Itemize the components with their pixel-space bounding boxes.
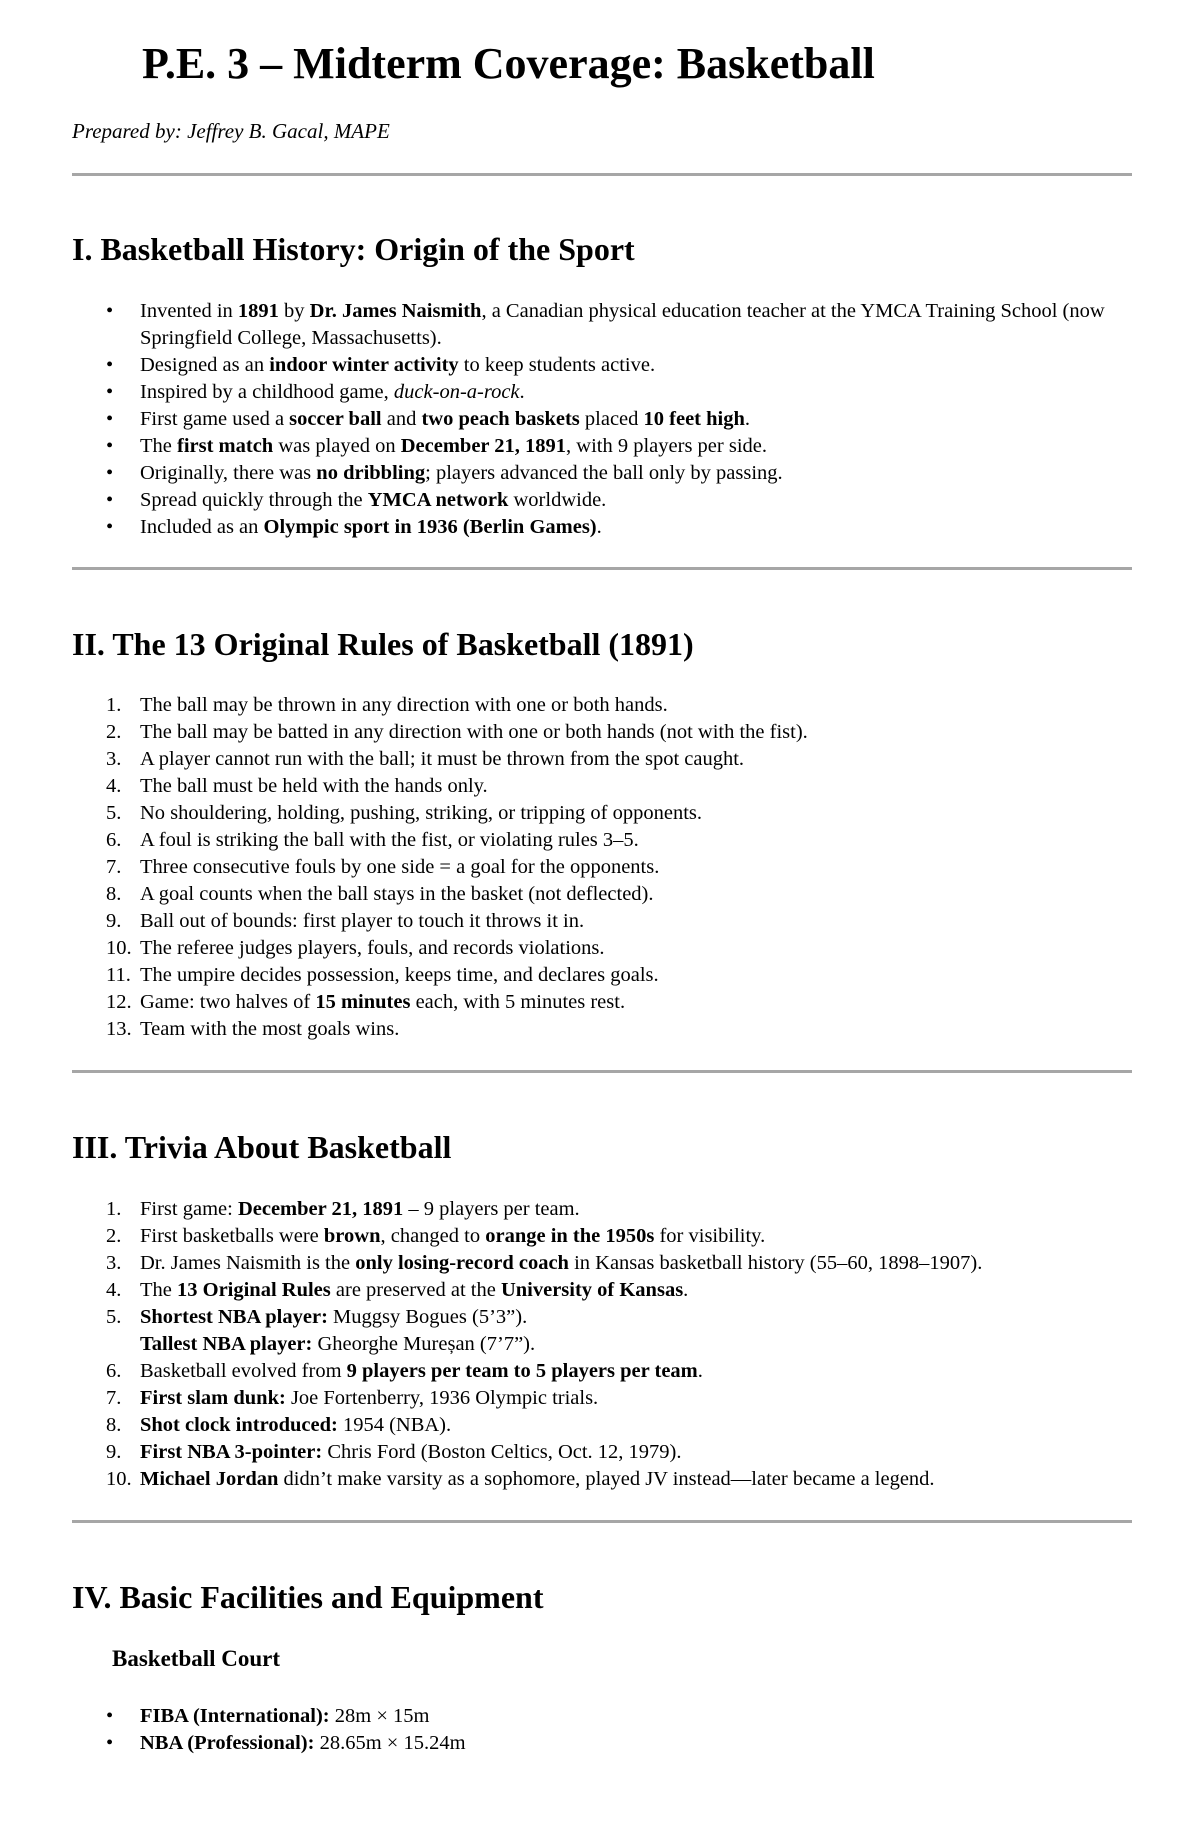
item-text: only losing-record coach [355,1252,569,1274]
item-text: The ball may be thrown in any direction with one or both hands. [140,694,668,716]
item-text: A foul is striking the ball with the fist, or violating rules 3–5. [140,829,639,851]
item-text: Olympic sport in 1936 (Berlin Games) [263,516,597,538]
list-item [72,1466,1132,1493]
item-text: orange in the 1950s [485,1225,655,1247]
item-text: Shot clock introduced: [140,1414,338,1436]
item-text: – 9 players per team. [403,1198,580,1220]
list-item [72,1277,1132,1304]
list-item [72,1358,1132,1385]
list-item [72,1250,1132,1277]
item-text: , with 9 players per side. [566,435,767,457]
item-text: didn’t make varsity as a sophomore, played JV instead—later became a legend. [278,1468,935,1490]
section-heading-facilities: IV. Basic Facilities and Equipment [72,1579,544,1615]
item-text: 28.65m × 15.24m [314,1732,466,1754]
item-text: , changed to [380,1225,486,1247]
trivia-list [72,1196,1132,1493]
item-text: and [381,408,422,430]
list-item [72,1331,1132,1358]
section-heading-history: I. Basketball History: Origin of the Sport [72,231,635,267]
item-text: no dribbling [316,462,426,484]
item-text: Ball out of bounds: first player to touch it throws it in. [140,910,585,932]
divider [72,173,1132,176]
item-text: soccer ball [289,408,382,430]
list-number: 3. [106,748,122,770]
item-text: The [140,1279,177,1301]
item-text: are preserved at the [330,1279,501,1301]
list-number: 1. [106,1198,122,1220]
list-number: 2. [106,721,122,743]
item-text: YMCA network [367,489,509,511]
item-text: 9 players per team to 5 players per team [346,1360,698,1382]
item-text: First NBA 3-pointer: [140,1441,323,1463]
item-text: A player cannot run with the ball; it must be thrown from the spot caught. [140,748,745,770]
item-text: . [596,516,602,538]
item-text: First game: [140,1198,238,1220]
item-text: Spread quickly through the [140,489,368,511]
item-text: 28m × 15m [329,1705,430,1727]
item-text: Muggsy Bogues (5’3”). [327,1306,528,1328]
list-number: 5. [106,1306,122,1328]
list-item [72,298,1132,352]
item-text: Dr. James Naismith [309,300,482,322]
item-text: . [744,408,751,430]
list-item [72,352,1132,379]
bullet-marker: • [106,408,114,430]
divider [72,1520,1132,1523]
item-text: Included as an [140,516,264,538]
item-text: 15 minutes [315,991,411,1013]
list-item [72,433,1132,460]
item-text: Tallest NBA player: [140,1333,313,1355]
bullet-marker: • [106,516,114,538]
list-item [72,460,1132,487]
list-item [72,1304,1132,1331]
item-text: Invented in [140,300,238,322]
divider [72,567,1132,570]
list-number: 11. [106,964,131,986]
item-text: first match [177,435,274,457]
bullet-marker: • [106,300,114,322]
item-text: Shortest NBA player: [140,1306,328,1328]
subheading-basketball-court: Basketball Court [112,1646,281,1671]
list-number: 7. [106,1387,122,1409]
item-text: 10 feet high [643,408,745,430]
list-item [72,1412,1132,1439]
list-number: 8. [106,1414,122,1436]
list-item [72,935,1132,962]
list-item [72,908,1132,935]
list-number: 5. [106,802,122,824]
list-item [72,1730,1132,1757]
list-number: 4. [106,775,122,797]
divider [72,1070,1132,1073]
bullet-marker: • [106,1732,114,1754]
item-text: Designed as an [140,354,270,376]
list-item [72,379,1132,406]
list-number: 10. [106,1468,132,1490]
list-item [72,1439,1132,1466]
item-text: The referee judges players, fouls, and records violations. [140,937,605,959]
list-number: 9. [106,910,122,932]
list-number: 8. [106,883,122,905]
item-text: for visibility. [654,1225,766,1247]
list-item [72,1016,1132,1043]
item-text: First game used a [140,408,290,430]
bullet-marker: • [106,381,114,403]
list-number: 10. [106,937,132,959]
item-text: to keep students active. [458,354,656,376]
bullet-marker: • [106,489,114,511]
item-text: Gheorghe Mureșan (7’7”). [312,1333,536,1355]
item-text: Chris Ford (Boston Celtics, Oct. 12, 1979). [322,1441,682,1463]
item-text: The [140,435,177,457]
item-text: 1954 (NBA). [337,1414,452,1436]
item-text: University of Kansas [500,1279,684,1301]
rules-list [72,692,1132,1043]
item-text: First basketballs were [140,1225,324,1247]
list-number: 13. [106,1018,132,1040]
item-text: Originally, there was [140,462,317,484]
list-number: 1. [106,694,122,716]
item-text: December 21, 1891 [237,1198,404,1220]
item-text: each, with 5 minutes rest. [410,991,626,1013]
item-text: 13 Original Rules [177,1279,331,1301]
list-number: 12. [106,991,132,1013]
list-item [72,487,1132,514]
history-list [72,298,1132,541]
section-heading-rules: II. The 13 Original Rules of Basketball (1891) [72,626,694,662]
item-text: Team with the most goals wins. [140,1018,400,1040]
item-text: , a Canadian physical education teacher at the YMCA Training School (now Springfield College, Massachusetts). [140,300,1105,349]
item-text: Game: two halves of [140,991,316,1013]
bullet-marker: • [106,1705,114,1727]
list-item [72,773,1132,800]
list-item [72,989,1132,1016]
item-text: Michael Jordan [140,1468,279,1490]
list-number: 4. [106,1279,122,1301]
list-item [72,719,1132,746]
list-item [72,854,1132,881]
bullet-marker: • [106,354,114,376]
item-text: in Kansas basketball history (55–60, 1898–1907). [568,1252,983,1274]
item-text: placed [579,408,644,430]
list-number: 9. [106,1441,122,1463]
list-number: 6. [106,1360,122,1382]
list-number: 6. [106,829,122,851]
list-item [72,827,1132,854]
item-text: Dr. James Naismith is the [140,1252,356,1274]
list-item [72,746,1132,773]
item-text: Basketball evolved from [140,1360,347,1382]
item-text: A goal counts when the ball stays in the basket (not deflected). [140,883,654,905]
item-text: duck-on-a-rock [393,381,520,403]
list-item [72,962,1132,989]
list-item [72,406,1132,433]
item-text: . [683,1279,689,1301]
item-text: The ball may be batted in any direction with one or both hands (not with the fist). [140,721,808,743]
item-text: two peach baskets [421,408,580,430]
item-text: First slam dunk: [140,1387,286,1409]
item-text: No shouldering, holding, pushing, striking, or tripping of opponents. [140,802,703,824]
section-heading-trivia: III. Trivia About Basketball [72,1129,452,1165]
item-text: NBA (Professional): [140,1732,315,1754]
list-number: 2. [106,1225,122,1247]
bullet-marker: • [106,462,114,484]
list-item [72,514,1132,541]
list-number: 3. [106,1252,122,1274]
list-item [72,1196,1132,1223]
item-text: indoor winter activity [269,354,459,376]
item-text: worldwide. [508,489,607,511]
bullet-marker: • [106,435,114,457]
item-text: was played on [273,435,401,457]
list-item [72,1703,1132,1730]
list-item [72,1385,1132,1412]
item-text: 1891 [237,300,279,322]
item-text: Inspired by a childhood game, [140,381,394,403]
item-text: Three consecutive fouls by one side = a goal for the opponents. [140,856,660,878]
court-dimensions-list [72,1703,1132,1757]
item-text: FIBA (International): [140,1705,330,1727]
item-text: brown [323,1225,381,1247]
list-number: 7. [106,856,122,878]
item-text: The ball must be held with the hands only. [140,775,488,797]
document-title: P.E. 3 – Midterm Coverage: Basketball [142,39,875,88]
list-item [72,1223,1132,1250]
item-text: by [278,300,310,322]
item-text: December 21, 1891 [400,435,567,457]
list-item [72,881,1132,908]
item-text: ; players advanced the ball only by passing. [425,462,783,484]
item-text: The umpire decides possession, keeps time, and declares goals. [140,964,659,986]
item-text: . [697,1360,703,1382]
list-item [72,692,1132,719]
prepared-by: Prepared by: Jeffrey B. Gacal, MAPE [72,119,390,143]
item-text: Joe Fortenberry, 1936 Olympic trials. [285,1387,599,1409]
item-text: . [519,381,525,403]
list-item [72,800,1132,827]
